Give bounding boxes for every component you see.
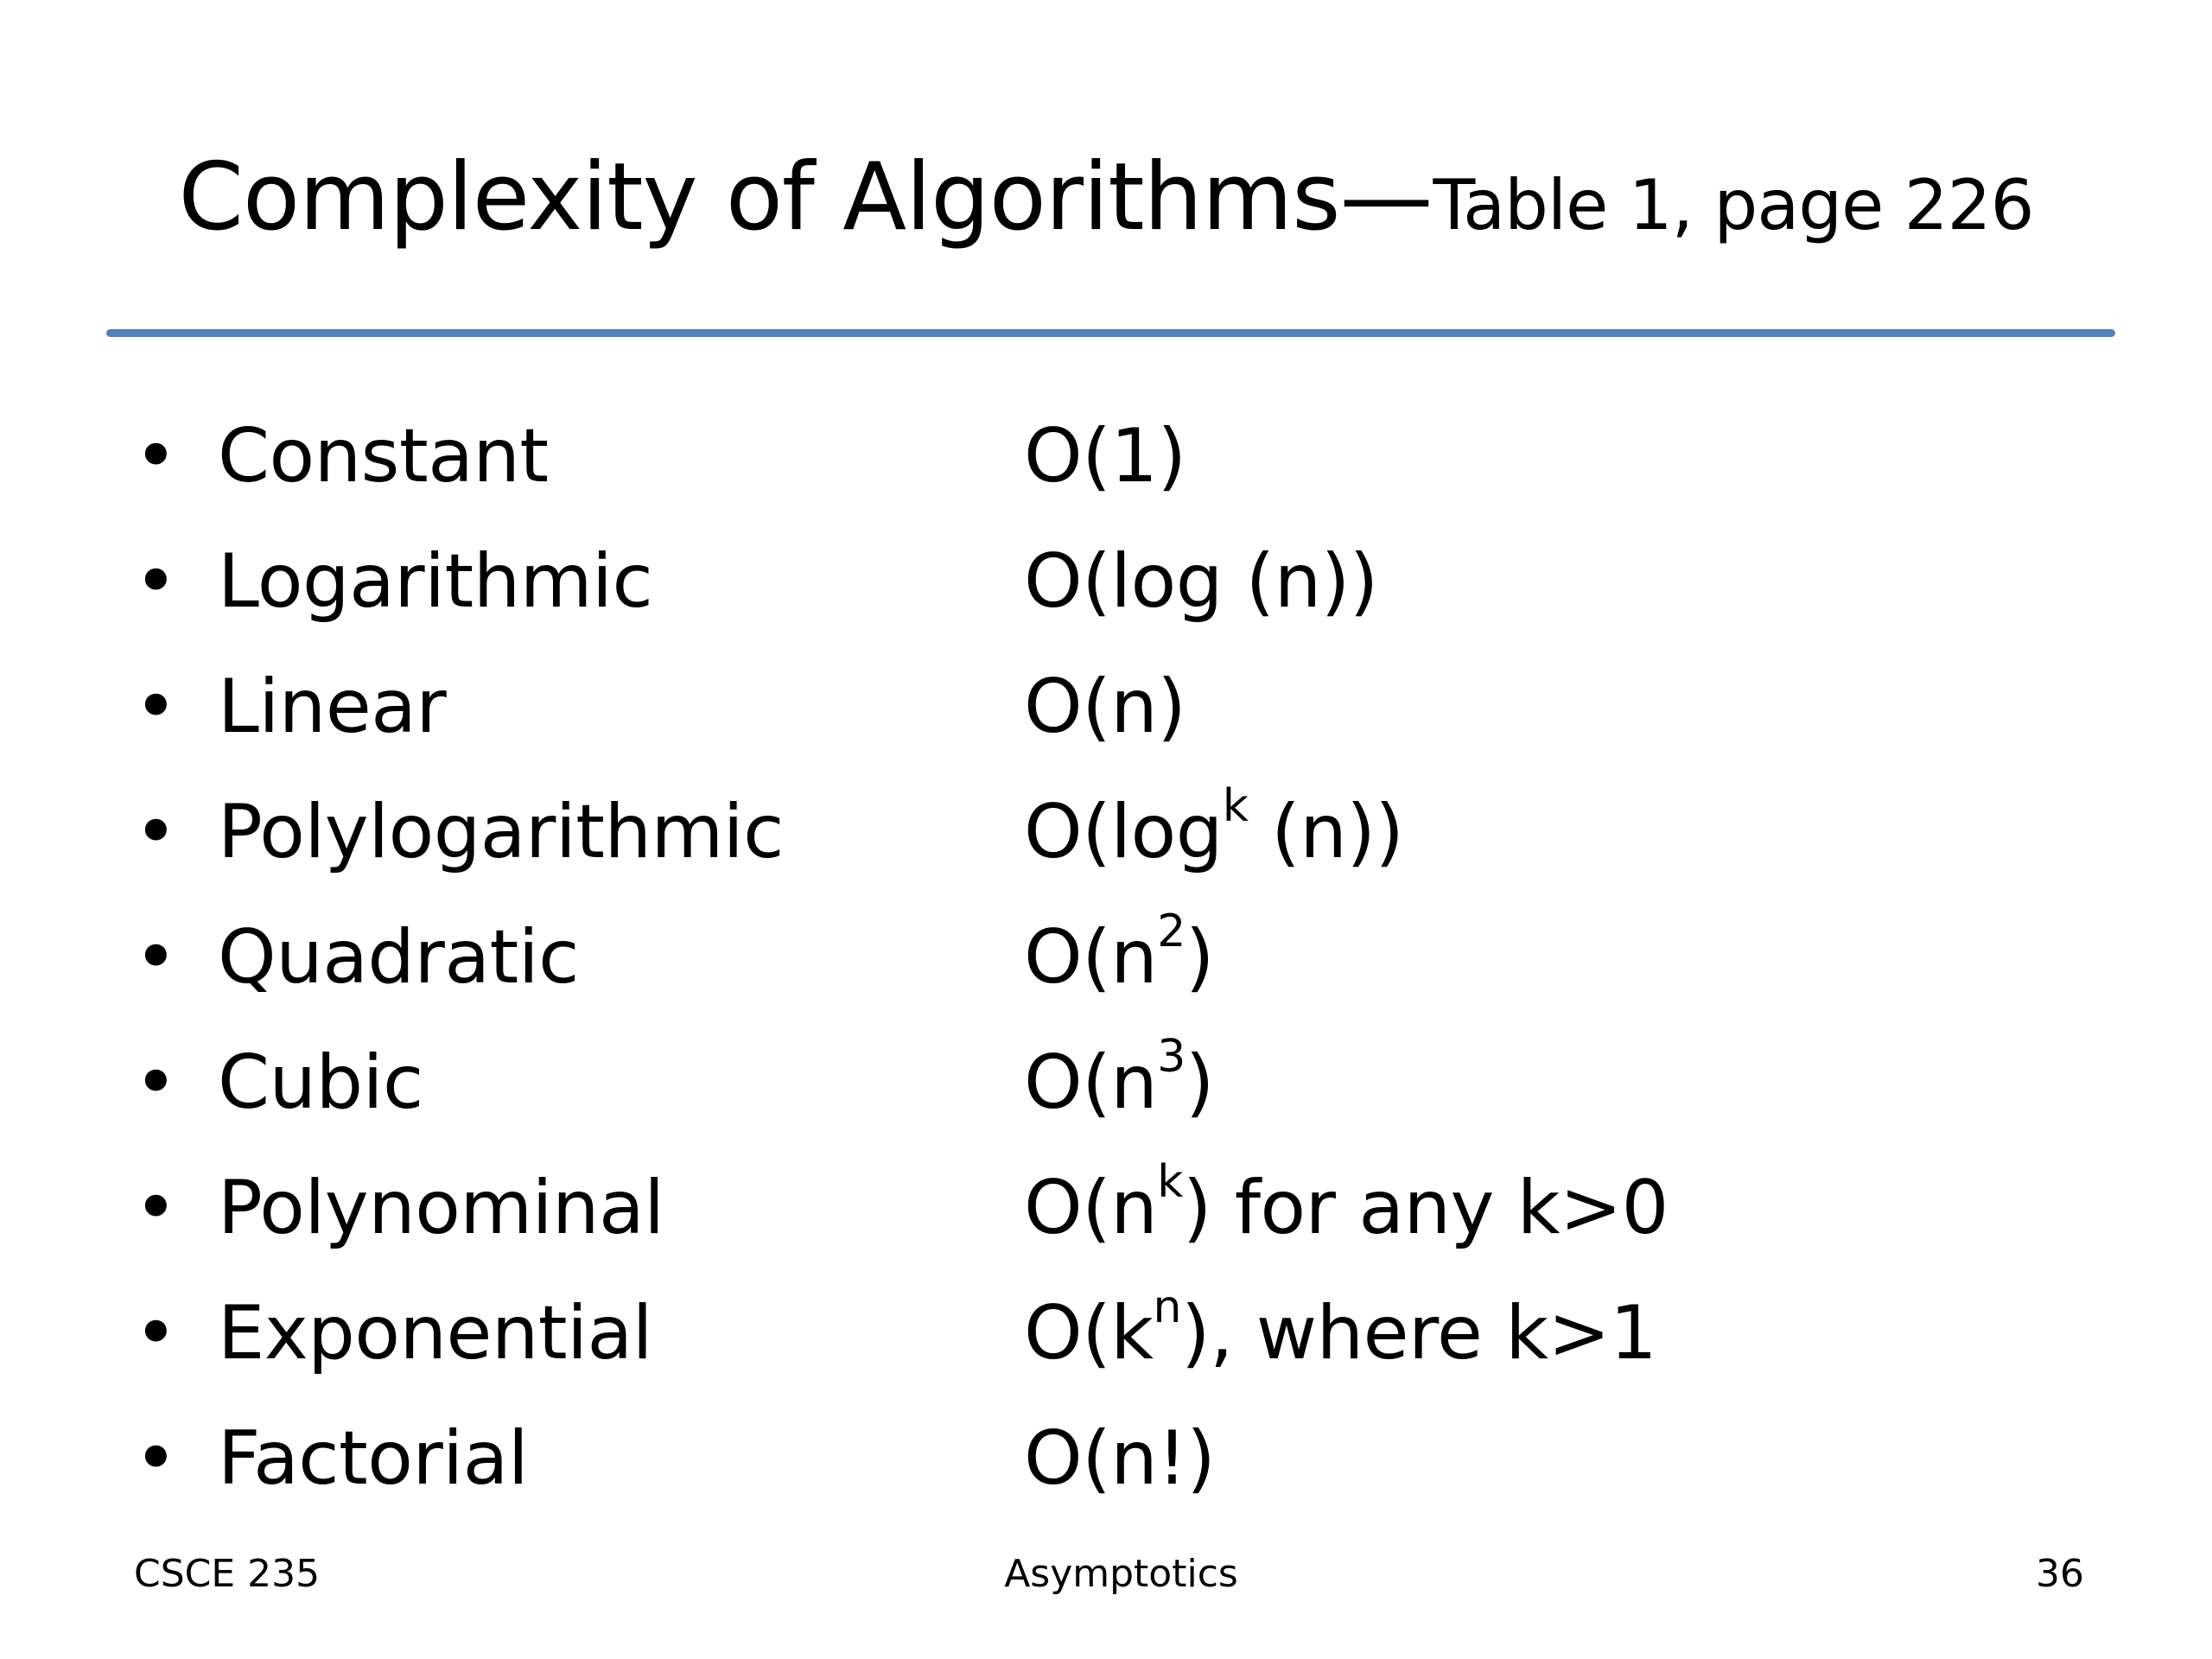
complexity-list [0, 404, 2212, 1532]
bullet-icon: • [134, 413, 178, 499]
expression-suffix: ) for any k>0 [1182, 1165, 1669, 1251]
complexity-expression [1024, 1031, 1214, 1135]
complexity-name: Factorial [218, 1415, 529, 1502]
list-item [0, 1281, 2212, 1407]
expression-superscript: k [1222, 780, 1249, 833]
list-item [0, 906, 2212, 1031]
complexity-name: Polynominal [218, 1165, 664, 1251]
list-item [0, 655, 2212, 780]
expression-text: O(n [1024, 914, 1158, 1001]
expression-superscript: 3 [1157, 1031, 1185, 1084]
complexity-expression [1024, 1407, 1215, 1510]
bullet-icon: • [134, 789, 178, 875]
footer-topic: Asymptotics [1004, 1552, 1238, 1596]
complexity-expression [1024, 655, 1185, 759]
list-item [0, 1407, 2212, 1532]
list-item [0, 1031, 2212, 1156]
expression-suffix: ) [1185, 914, 1214, 1001]
expression-superscript: n [1153, 1281, 1182, 1334]
list-item [0, 1156, 2212, 1281]
list-item [0, 404, 2212, 530]
complexity-name: Logarithmic [218, 538, 653, 625]
title-dash: — [1339, 143, 1433, 251]
expression-text: O(n [1024, 1039, 1158, 1126]
bullet-icon: • [134, 1039, 178, 1126]
complexity-expression [1024, 1281, 1656, 1385]
complexity-name: Linear [218, 664, 447, 750]
expression-superscript: 2 [1157, 906, 1185, 958]
bullet-icon: • [134, 1290, 178, 1376]
complexity-name: Quadratic [218, 914, 579, 1001]
complexity-expression [1024, 780, 1403, 884]
expression-text: O(n!) [1024, 1415, 1216, 1502]
complexity-expression [1024, 530, 1378, 633]
expression-suffix: (n)) [1248, 789, 1404, 875]
bullet-icon: • [134, 1165, 178, 1251]
expression-text: O(log (n)) [1024, 538, 1378, 625]
bullet-icon: • [134, 664, 178, 750]
list-item [0, 530, 2212, 655]
complexity-name: Cubic [218, 1039, 423, 1126]
expression-text: O(k [1024, 1290, 1154, 1376]
bullet-icon: • [134, 538, 178, 625]
complexity-expression [1024, 404, 1186, 508]
slide-title [0, 143, 2212, 251]
expression-text: O(n) [1024, 664, 1186, 750]
title-subtitle: Table 1, page 226 [1433, 165, 2034, 245]
expression-text: O(1) [1024, 413, 1186, 499]
expression-text: O(n [1024, 1165, 1158, 1251]
bullet-icon: • [134, 1415, 178, 1502]
expression-superscript: k [1157, 1156, 1183, 1209]
bullet-icon: • [134, 914, 178, 1001]
complexity-name: Constant [218, 413, 549, 499]
expression-suffix: ), where k>1 [1181, 1290, 1657, 1376]
title-main: Complexity of Algorithms [178, 143, 1340, 251]
footer-page-number: 36 [2036, 1552, 2084, 1596]
footer-course: CSCE 235 [134, 1552, 321, 1596]
complexity-expression [1024, 1156, 1669, 1260]
complexity-expression [1024, 906, 1214, 1009]
expression-text: O(log [1024, 789, 1223, 875]
complexity-name: Exponential [218, 1290, 653, 1376]
complexity-name: Polylogarithmic [218, 789, 784, 875]
title-divider [106, 329, 2115, 337]
list-item [0, 780, 2212, 906]
expression-suffix: ) [1185, 1039, 1214, 1126]
